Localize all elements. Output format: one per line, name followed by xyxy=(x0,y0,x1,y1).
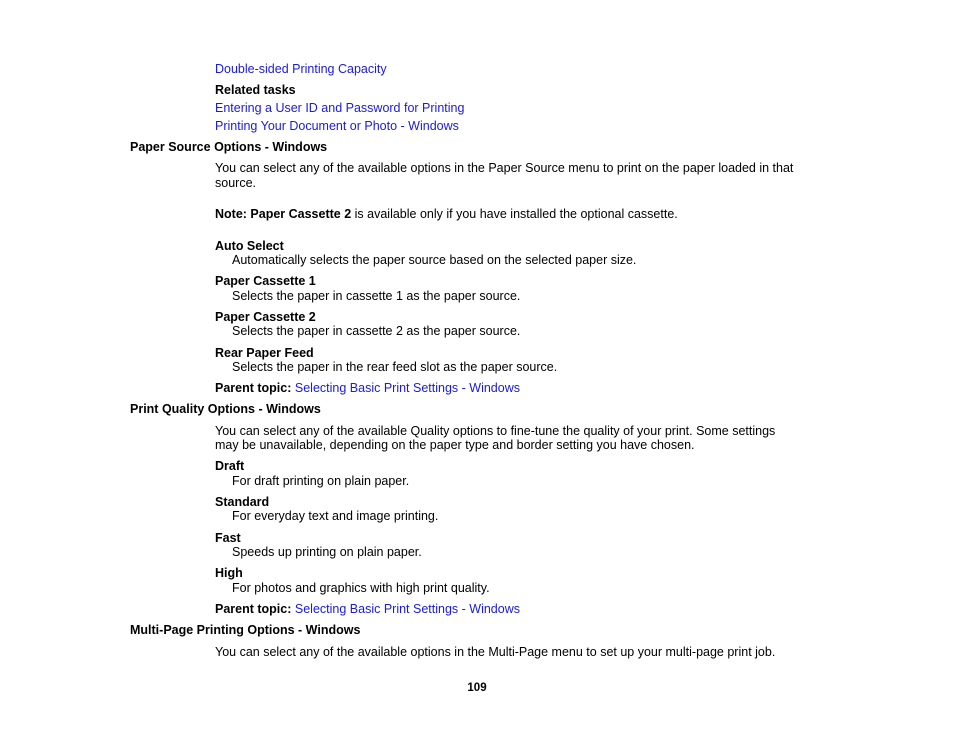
option-desc: Selects the paper in cassette 1 as the paper source. xyxy=(232,289,521,303)
related-tasks-label: Related tasks xyxy=(215,83,296,97)
print-quality-heading: Print Quality Options - Windows xyxy=(130,402,321,416)
page-number: 109 xyxy=(467,682,487,694)
option-term: Fast xyxy=(215,531,241,545)
option-desc: Selects the paper in the rear feed slot as the paper source. xyxy=(232,360,558,374)
option-term: Paper Cassette 1 xyxy=(215,274,316,288)
paper-source-note xyxy=(215,207,678,222)
multi-page-heading: Multi-Page Printing Options - Windows xyxy=(130,623,361,637)
option-term: Paper Cassette 2 xyxy=(215,310,316,324)
parent-topic-print-quality xyxy=(215,602,520,617)
link-user-id-password[interactable]: Entering a User ID and Password for Printing xyxy=(215,101,465,115)
option-desc: For everyday text and image printing. xyxy=(232,509,439,523)
option-desc: For draft printing on plain paper. xyxy=(232,474,410,488)
link-printing-document-photo[interactable]: Printing Your Document or Photo - Windows xyxy=(215,119,459,133)
option-desc: Selects the paper in cassette 2 as the paper source. xyxy=(232,324,521,338)
option-term: Standard xyxy=(215,495,270,509)
paper-source-heading: Paper Source Options - Windows xyxy=(130,140,328,154)
multi-page-intro: You can select any of the available options in the Multi-Page menu to set up your multi-page print job. xyxy=(215,645,776,659)
option-term: Draft xyxy=(215,459,245,473)
paper-source-intro-line1: You can select any of the available options in the Paper Source menu to print on the paper loaded in that xyxy=(215,161,794,175)
parent-topic-label: Parent topic: xyxy=(215,602,292,616)
note-rest: is available only if you have installed the optional cassette. xyxy=(351,207,678,221)
option-desc: For photos and graphics with high print quality. xyxy=(232,581,490,595)
option-term: High xyxy=(215,566,243,580)
option-desc: Speeds up printing on plain paper. xyxy=(232,545,422,559)
link-basic-print-settings[interactable]: Selecting Basic Print Settings - Windows xyxy=(294,602,520,616)
link-double-sided-capacity[interactable]: Double-sided Printing Capacity xyxy=(215,62,387,76)
parent-topic-paper-source xyxy=(215,381,520,396)
print-quality-intro-line1: You can select any of the available Quality options to fine-tune the quality of your print. Some settings xyxy=(215,424,776,438)
link-basic-print-settings[interactable]: Selecting Basic Print Settings - Windows xyxy=(294,381,520,395)
option-desc: Automatically selects the paper source based on the selected paper size. xyxy=(232,253,637,267)
option-term: Auto Select xyxy=(215,239,284,253)
print-quality-intro-line2: may be unavailable, depending on the paper type and border setting you have chosen. xyxy=(215,438,695,452)
paper-source-intro-line2: source. xyxy=(215,176,256,190)
option-term: Rear Paper Feed xyxy=(215,346,314,360)
note-bold: Note: Paper Cassette 2 xyxy=(215,207,352,221)
parent-topic-label: Parent topic: xyxy=(215,381,292,395)
